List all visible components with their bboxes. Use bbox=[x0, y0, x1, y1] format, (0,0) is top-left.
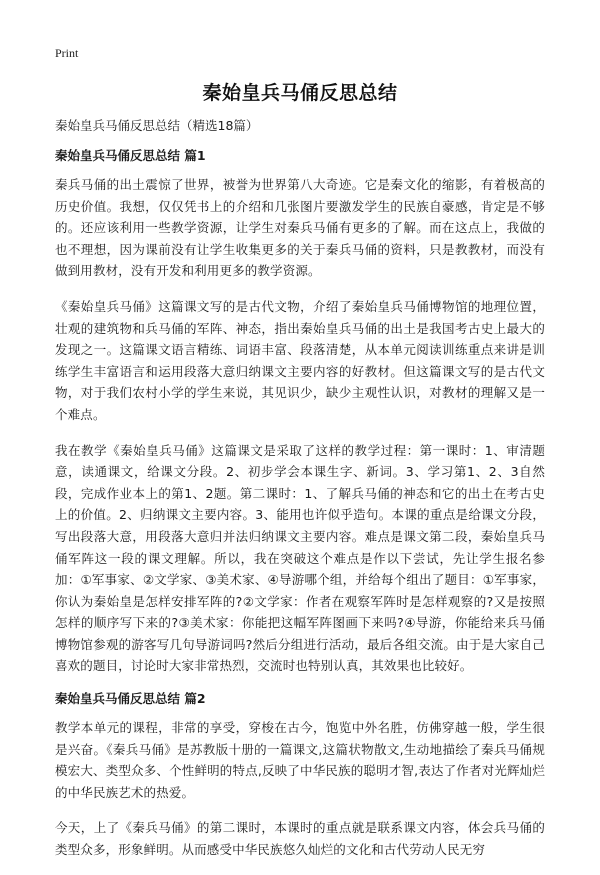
document-body bbox=[55, 118, 545, 875]
document-title: 秦始皇兵马俑反思总结 bbox=[202, 82, 398, 104]
section-1-paragraph-1: 秦兵马俑的出土震惊了世界，被誉为世界第八大奇迹。它是秦文化的缩影，有着极高的历史价值。我想，仅仅凭书上的介绍和几张图片要激发学生的民族自豪感，肯定是不够的。还应该利用一些教学资源，让学生对秦兵马俑有更多的了解。而在这点上，我做的也不理想，因为课前没有让学生收集更多的关于秦兵马俑的资料，只是教教材，而没有做到用教材，没有开发和利用更多的教学资源。 bbox=[55, 177, 545, 279]
section-2-paragraph-2: 今天，上了《秦兵马俑》的第二课时，本课时的重点就是联系课文内容，体会兵马俑的类型众多，形象鲜明。从而感受中华民族悠久灿烂的文化和古代劳动人民无穷 bbox=[55, 820, 545, 858]
section-1-paragraph-3: 我在教学《秦始皇兵马俑》这篇课文是采取了这样的教学过程：第一课时：1、审清题意，读通课文，给课文分段。2、初步学会本课生字、新词。3、学习第1、2、3自然段，完成作业本上的第1、2题。第二课时：1、了解兵马俑的神态和它的出土在考古史上的价值。2、归纳课文主要内容。3、能用也许似乎造句。本课的重点是给课文分段，写出段落大意，用段落大意归并法归纳课文主要内容。难点是课文第二段，秦始皇兵马俑军阵这一段的课文理解。所以，我在突破这个难点是作以下尝试，先让学生报名参加：①军事家、②文学家、③美术家、④导游哪个组，并给每个组出了题目：①军事家，你认为秦始皇是怎样安排军阵的?②文学家：作者在观察军阵时是怎样观察的?又是按照怎样的顺序写下来的?③美术家：你能把这幅军阵图画下来吗?④导游，你能给来兵马俑博物馆参观的游客写几句导游词吗?然后分组进行活动，最后各组交流。由于是大家自己喜欢的题目，讨论时大家非常热烈，交流时也特别认真，其效果也比较好。 bbox=[55, 442, 545, 674]
section-heading-2: 秦始皇兵马俑反思总结 篇2 bbox=[55, 691, 206, 707]
print-link[interactable]: Print bbox=[55, 46, 79, 60]
section-1-paragraph-2: 《秦始皇兵马俑》这篇课文写的是古代文物，介绍了秦始皇兵马俑博物馆的地理位置，壮观的建筑物和兵马俑的军阵、神态，指出秦始皇兵马俑的出土是我国考古史上最大的发现之一。这篇课文语言精练、词语丰富、段落清楚，从本单元阅读训练重点来讲是训练学生丰富语言和运用段落大意归纳课文主要内容的好教材。但这篇课文写的是古代文物，对于我们农村小学的学生来说，其见识少，缺少主观性认识，对教材的理解又是一个难点。 bbox=[55, 298, 545, 422]
section-heading-1: 秦始皇兵马俑反思总结 篇1 bbox=[55, 148, 206, 163]
section-2-paragraph-1: 教学本单元的课程，非常的享受，穿梭在古今，饱览中外名胜，仿佛穿越一般，学生很是兴奋。《秦兵马俑》是苏教版十册的一篇课文,这篇状物散文,生动地描绘了秦兵马俑规模宏大、类型众多、个性鲜明的特点,反映了中华民族的聪明才智,表达了作者对光辉灿烂的中华民族艺术的热爱。 bbox=[55, 720, 545, 800]
document-subtitle: 秦始皇兵马俑反思总结（精选18篇） bbox=[55, 118, 259, 133]
